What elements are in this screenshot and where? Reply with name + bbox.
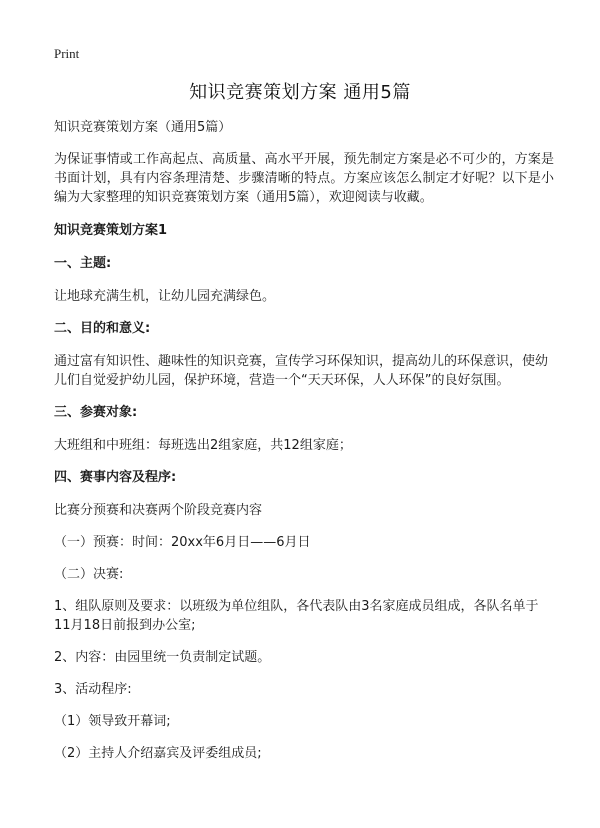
paragraph-preliminary: （一）预赛：时间：20xx年6月日——6月日 [54,535,311,550]
paragraph-final: （二）决赛: [54,567,124,582]
paragraph-procedure: 3、活动程序: [54,682,132,697]
heading-theme: 一、主题: [54,256,112,271]
document-title: 知识竞赛策划方案 通用5篇 [189,82,411,103]
document-subtitle: 知识竞赛策划方案（通用5篇） [54,120,232,135]
intro-paragraph: 为保证事情或工作高起点、高质量、高水平开展，预先制定方案是必不可少的，方案是书面计划，具有内容条理清楚、步骤清晰的特点。方案应该怎么制定才好呢？以下是小编为大家整理的知识竞赛策划方案（通用5篇），欢迎阅读与收藏。 [54,152,554,205]
document-body [54,118,554,776]
paragraph-team-rules: 1、组队原则及要求：以班级为单位组队，各代表队由3名家庭成员组成，各队名单于11月18日前报到办公室; [54,599,539,633]
paragraph-stages: 比赛分预赛和决赛两个阶段竞赛内容 [54,503,263,518]
paragraph-content: 2、内容：由园里统一负责制定试题。 [54,650,271,665]
paragraph-host-intro: （2）主持人介绍嘉宾及评委组成员; [54,746,262,761]
section-title: 知识竞赛策划方案1 [54,223,168,238]
paragraph-purpose: 通过富有知识性、趣味性的知识竞赛，宣传学习环保知识，提高幼儿的环保意识，使幼儿们自觉爱护幼儿园，保护环境，营造一个“天天环保，人人环保”的良好氛围。 [54,354,549,388]
heading-participants: 三、参赛对象: [54,405,138,420]
paragraph-theme: 让地球充满生机，让幼儿园充满绿色。 [54,289,276,304]
heading-purpose: 二、目的和意义: [54,321,151,336]
print-label: Print [54,46,80,61]
paragraph-opening-speech: （1）领导致开幕词; [54,714,171,729]
paragraph-participants: 大班组和中班组：每班选出2组家庭，共12组家庭； [54,438,352,453]
heading-contest-procedure: 四、赛事内容及程序: [54,470,177,485]
